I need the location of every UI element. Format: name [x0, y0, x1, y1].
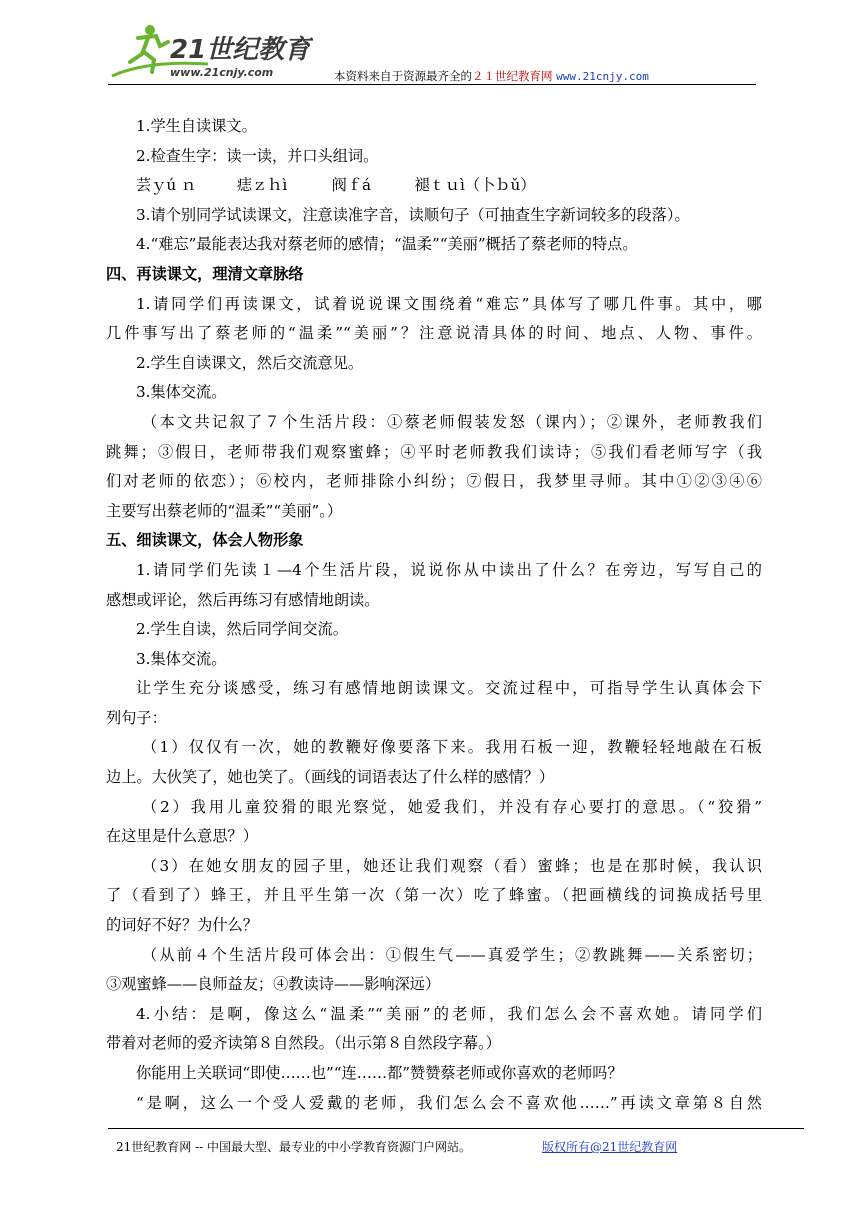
text-line: 3.请个别同学试读课文，注意读准字音，读顺句子（可抽查生字新词较多的段落）。 — [136, 205, 690, 224]
pinyin-line — [106, 171, 762, 201]
footer-divider — [108, 1128, 804, 1129]
text-line: 你能用上关联词“即使……也”“连……都”赞赞蔡老师或你喜欢的老师吗？ — [136, 1064, 623, 1082]
footer-copyright-link[interactable]: 版权所有@21世纪教育网 — [542, 1140, 678, 1154]
text-line: （1）仅仅有一次，她的教鞭好像要落下来。我用石板一迎，教鞭轻轻地敲在石板 — [142, 738, 762, 757]
text-line: 4.“难忘”最能表达我对蔡老师的感情；“温柔”“美丽”概括了蔡老师的特点。 — [136, 235, 638, 254]
header-source-text — [334, 68, 649, 84]
text-line: 几件事写出了蔡老师的“温柔”“美丽”？注意说清具体的时间、地点、人物、事件。 — [106, 324, 762, 343]
text-line: 列句子： — [106, 708, 167, 727]
text-line: （本文共记叙了７个生活片段：①蔡老师假装发怒（课内）；②课外，老师教我们 — [142, 412, 762, 431]
header-source-site[interactable]: ２１世纪教育网 — [472, 69, 553, 83]
text-line: 主要写出蔡老师的“温柔”“美丽”。） — [106, 501, 343, 520]
text-line: 了（看到了）蜂王，并且平生第一次（第一次）吃了蜂蜜。（把画横线的词换成括号里 — [106, 886, 762, 905]
text-line: 1.请同学们先读１—4个生活片段，说说你从中读出了什么？在旁边，写写自己的 — [136, 560, 762, 579]
text-line: 4.小结：是啊，像这么“温柔”“美丽”的老师，我们怎么会不喜欢她。请同学们 — [136, 1004, 762, 1023]
logo-url: www.21cnjy.com — [170, 66, 274, 79]
pinyin-item: 阀ｆá — [331, 176, 372, 195]
text-line: （从前４个生活片段可体会出：①假生气——真爱学生；②教跳舞——关系密切； — [142, 945, 762, 964]
site-logo — [108, 20, 313, 82]
header-source-prefix: 本资料来自于资源最齐全的 — [334, 69, 472, 83]
text-line: ③观蜜蜂——良师益友；④教读诗——影响深远） — [106, 975, 441, 994]
pinyin-item: 芸ｙú ｎ — [136, 176, 197, 195]
text-line: 让学生充分谈感受，练习有感情地朗读课文。交流过程中，可指导学生认真体会下 — [136, 679, 762, 698]
text-line: 在这里是什么意思？） — [106, 827, 258, 846]
text-line: 带着对老师的爱齐读第８自然段。（出示第８自然段字幕。） — [106, 1034, 501, 1053]
text-line: 2.检查生字：读一读，并口头组词。 — [136, 146, 379, 165]
text-line: 跳舞；③假日，老师带我们观察蜜蜂；④平时老师教我们读诗；⑤我们看老师写字（我 — [106, 442, 762, 461]
header-divider — [108, 84, 756, 85]
logo-text: 21世纪教育 — [170, 35, 311, 65]
header-source-url[interactable]: www.21cnjy.com — [556, 70, 649, 83]
pinyin-item: 痣ｚｈì — [236, 176, 288, 195]
text-line: 2.学生自读课文，然后交流意见。 — [136, 353, 364, 372]
footer-text: 21世纪教育网 -- 中国最大型、最专业的中小学教育资源门户网站。 — [116, 1140, 472, 1154]
text-line: 们对老师的依恋）；⑥校内，老师排除小纠纷；⑦假日，我梦里寻师。其中①②③④⑥ — [106, 472, 762, 491]
section-heading: 四、再读课文，理清文章脉络 — [106, 264, 304, 283]
text-line: 1.学生自读课文。 — [136, 117, 257, 135]
text-line: 1.请同学们再读课文，试着说说课文围绕着“难忘”具体写了哪几件事。其中，哪 — [136, 294, 762, 313]
document-body — [106, 112, 762, 1118]
text-line: （2）我用儿童狡猾的眼光察觉，她爱我们，并没有存心要打的意思。（“狡猾” — [142, 797, 762, 816]
section-heading: 五、细读课文，体会人物形象 — [106, 531, 304, 550]
text-line: 的词好不好？为什么？ — [106, 916, 258, 935]
text-line: （3）在她女朋友的园子里，她还让我们观察（看）蜜蜂；也是在那时候，我认识 — [142, 856, 762, 875]
text-line: 3.集体交流。 — [136, 383, 227, 402]
text-line: 2.学生自读，然后同学间交流。 — [136, 620, 348, 639]
pinyin-item: 褪ｔｕì（卜ｂǔ） — [414, 176, 536, 195]
text-line: 感想或评论，然后再练习有感情地朗读。 — [106, 590, 380, 609]
text-line: “是啊，这么一个受人爱戴的老师，我们怎么会不喜欢他……”再读文章第８自然 — [136, 1093, 762, 1112]
text-line: 3.集体交流。 — [136, 649, 227, 668]
text-line: 边上。大伙笑了，她也笑了。（画线的词语表达了什么样的感情？） — [106, 768, 555, 787]
